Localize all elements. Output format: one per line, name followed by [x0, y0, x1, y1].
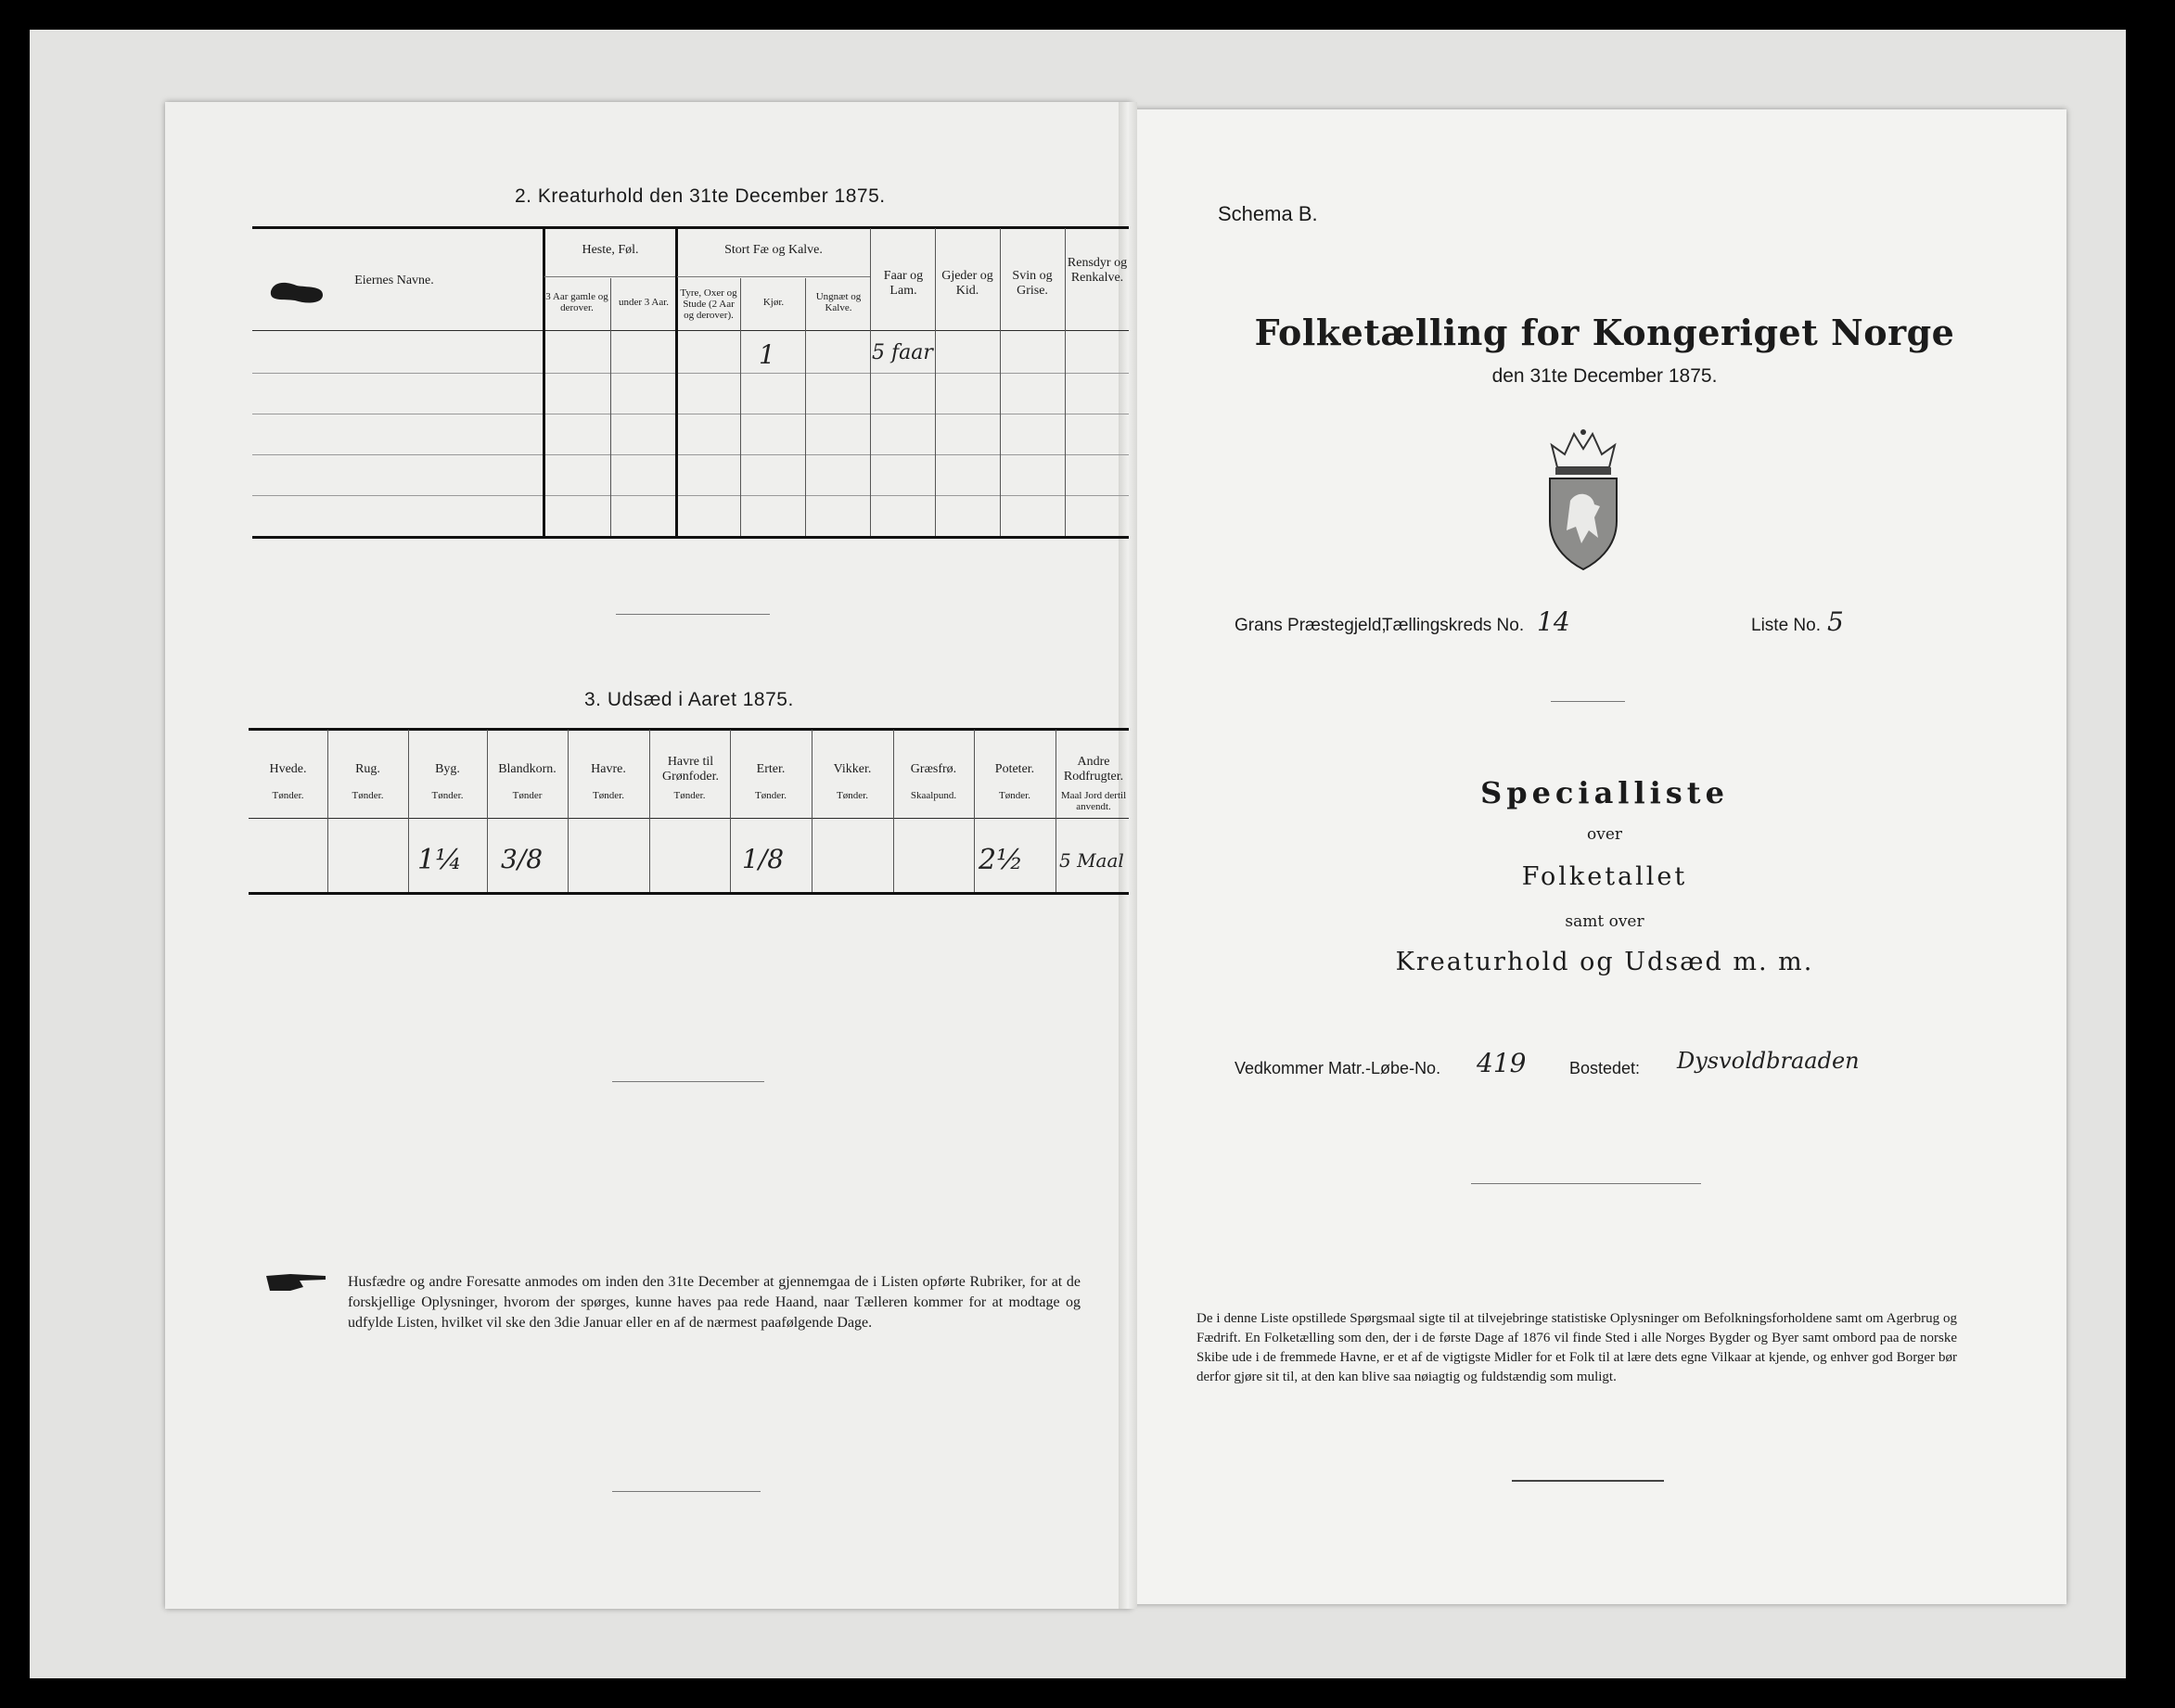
livestock-col-divider — [805, 278, 806, 536]
young-cattle-header: Ungnæt og Kalve. — [815, 291, 862, 313]
sowing-col-divider — [974, 730, 975, 892]
sow-col-erter: Erter. — [756, 762, 786, 776]
owner-col-header: Eiernes Navne. — [354, 274, 434, 287]
livestock-row-rule — [252, 495, 1129, 496]
parish-label: Grans Præstegjeld, — [1235, 616, 1387, 635]
sow-col-poteter: Poteter. — [994, 762, 1035, 776]
coat-of-arms-icon — [1544, 428, 1622, 573]
explanation-text: De i denne Liste opstillede Spørgsmaal sigte til at tilvejebringe statistiske Oplysninger om Befolkningsforholdene samt om Agerbrug og Fædrift. En Folketælling som den, der i de første Dage af 1876 vil finde Sted i alle Norges Bygder og Byer samt ombord paa de norske Skibe ude i de fremmede Havne, er et af de vigtigste Midler for et Folk til at lære dets egne Vilkaar at kjende, og enhver god Borger bør derfor gjøre sit til, at den kan blive saa nøiagtig og fuldstændig som muligt. — [1196, 1311, 1957, 1384]
sowing-col-divider — [487, 730, 488, 892]
document-date: den 31te December 1875. — [1491, 365, 1718, 387]
livestock-col-divider — [1065, 228, 1066, 536]
sow-col-graesfro: Græsfrø. — [910, 762, 957, 776]
livestock-col-divider — [675, 228, 678, 536]
erter-entry: 1/8 — [742, 844, 785, 874]
sowing-title: 3. Udsæd i Aaret 1875. — [584, 689, 794, 710]
sow-unit-andre: Maal Jord dertil anvendt. — [1060, 790, 1127, 812]
horses-header: Heste, Føl. — [582, 243, 639, 257]
over-label: over — [1586, 825, 1623, 844]
sow-col-andre: Andre Rodfrugter. — [1063, 755, 1124, 784]
reindeer-header: Rensdyr og Renkalve. — [1067, 256, 1128, 285]
sheep-entry: 5 faar — [872, 341, 933, 364]
bosted-label: Bostedet: — [1569, 1059, 1641, 1077]
sow-unit-havre-gronfoder: Tønder. — [673, 790, 706, 801]
sow-unit-hvede: Tønder. — [272, 790, 304, 801]
list-label: Liste No. — [1751, 616, 1821, 635]
matr-number: 419 — [1477, 1048, 1527, 1078]
sowing-col-divider — [408, 730, 409, 892]
livestock-title: 2. Kreaturhold den 31te December 1875. — [515, 185, 886, 207]
kreaturhold-label: Kreaturhold og Udsæd m. m. — [1395, 948, 1814, 976]
horses-sub-rule — [544, 276, 675, 277]
bulls-header: Tyre, Oxer og Stude (2 Aar og derover). — [680, 287, 737, 321]
livestock-col-divider — [870, 228, 871, 536]
goats-header: Gjeder og Kid. — [941, 269, 993, 298]
sow-unit-vikker: Tønder. — [837, 790, 868, 801]
schema-label: Schema B. — [1218, 202, 1318, 225]
sowing-top-rule — [249, 728, 1129, 731]
cows-header: Kjør. — [762, 297, 785, 308]
blandkorn-entry: 3/8 — [501, 844, 544, 874]
livestock-bottom-rule — [252, 536, 1129, 539]
sowing-header-rule — [249, 818, 1129, 819]
sheep-header: Faar og Lam. — [883, 269, 924, 298]
bosted-value: Dysvoldbraaden — [1677, 1048, 1860, 1074]
horse-young-header: under 3 Aar. — [618, 297, 670, 308]
folketallet-label: Folketallet — [1521, 862, 1688, 891]
sow-unit-erter: Tønder. — [755, 790, 787, 801]
district-number: 14 — [1537, 606, 1570, 637]
list-number: 5 — [1827, 606, 1844, 637]
livestock-col-divider — [935, 228, 936, 536]
sow-col-vikker: Vikker. — [833, 762, 872, 776]
livestock-col-divider — [543, 228, 545, 536]
livestock-col-divider — [740, 278, 741, 536]
document-title: Folketælling for Kongeriget Norge — [1254, 312, 1955, 353]
livestock-header-rule — [252, 330, 1129, 331]
sow-col-hvede: Hvede. — [269, 762, 307, 776]
andre-entry: 5 Maal — [1059, 849, 1124, 872]
cattle-header: Stort Fæ og Kalve. — [724, 243, 823, 257]
sowing-col-divider — [730, 730, 731, 892]
poteter-entry: 2½ — [979, 844, 1024, 876]
cows-entry: 1 — [759, 339, 775, 370]
separator-rule — [616, 614, 770, 615]
sow-col-havre-gronfoder: Havre til Grønfoder. — [661, 755, 720, 784]
separator-rule — [1551, 701, 1625, 702]
separator-rule — [1471, 1183, 1701, 1184]
pigs-header: Svin og Grise. — [1012, 269, 1053, 298]
sow-col-blandkorn: Blandkorn. — [498, 762, 557, 776]
sow-unit-byg: Tønder. — [431, 790, 464, 801]
sowing-col-divider — [649, 730, 650, 892]
sow-unit-rug: Tønder. — [352, 790, 384, 801]
samt-over-label: samt over — [1565, 912, 1644, 931]
sow-unit-graesfro: Skaalpund. — [910, 790, 957, 801]
livestock-row-rule — [252, 454, 1129, 455]
sow-col-byg: Byg. — [435, 762, 460, 776]
livestock-col-divider — [610, 278, 611, 536]
sow-col-rug: Rug. — [355, 762, 380, 776]
horse-old-header: 3 Aar gamle og derover. — [545, 291, 608, 313]
special-list-title: Specialliste — [1480, 775, 1729, 810]
cattle-sub-rule — [677, 276, 870, 277]
sowing-col-divider — [327, 730, 328, 892]
ink-blot-icon — [269, 276, 326, 308]
byg-entry: 1¼ — [417, 844, 463, 876]
sow-col-havre: Havre. — [591, 762, 626, 776]
district-label: Tællingskreds No. — [1382, 616, 1525, 635]
sow-unit-havre: Tønder. — [593, 790, 624, 801]
separator-rule — [1512, 1480, 1664, 1482]
separator-rule — [612, 1491, 761, 1492]
sow-unit-poteter: Tønder. — [999, 790, 1030, 801]
sowing-bottom-rule — [249, 892, 1129, 895]
matr-label: Vedkommer Matr.-Løbe-No. — [1235, 1059, 1441, 1077]
notice-text: Husfædre og andre Foresatte anmodes om inden den 31te December at gjennemgaa de i Listen opførte Rubriker, for at de forskjellige Oplysninger, hvorom der spørges, kunne haves paa rede Haand, naar Tælleren kommer for at modtage og udfylde Listen, hvilket vil ske den 3die Januar eller en af de nærmest paafølgende Dage. — [348, 1274, 1081, 1331]
sow-unit-blandkorn: Tønder — [512, 790, 543, 801]
sowing-col-divider — [893, 730, 894, 892]
sowing-col-divider — [568, 730, 569, 892]
pointing-hand-icon — [262, 1268, 329, 1294]
livestock-col-divider — [1000, 228, 1001, 536]
livestock-top-rule — [252, 226, 1129, 229]
livestock-row-rule — [252, 373, 1129, 374]
separator-rule — [612, 1081, 764, 1082]
